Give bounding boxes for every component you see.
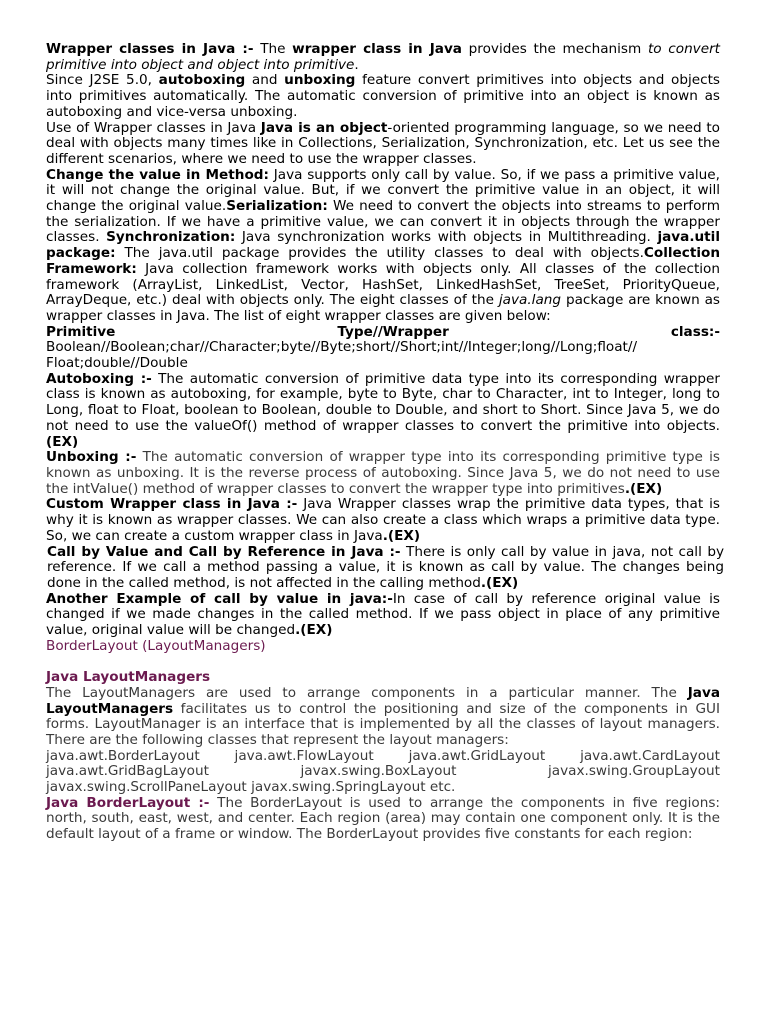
bold-text: Call by Value and Call by Reference in Java :-	[47, 543, 401, 560]
bold-text: Another Example of call by value in java:-	[46, 590, 393, 607]
bold-text: unboxing	[284, 72, 356, 89]
para-primitive-type-heading	[46, 325, 720, 341]
layout-classes-line-2	[46, 764, 720, 780]
layout-classes-line-3	[46, 780, 720, 796]
para-call-by-value	[47, 545, 724, 592]
bold-text: (EX)	[46, 433, 79, 450]
text: Boolean//Boolean;char//Character;byte//Byte;short//Short;int//Integer;long//Long;float//	[46, 339, 638, 356]
bold-text: autoboxing	[158, 72, 246, 89]
para-java-borderlayout	[46, 796, 720, 843]
bold-text: .(EX)	[295, 622, 333, 639]
text: package are known as wrapper classes in Java. The list of eight wrapper classes are given below:	[46, 292, 721, 324]
bold-text: .(EX)	[624, 480, 663, 497]
bold-text: Autoboxing :-	[46, 370, 152, 387]
para-borderlayout-title	[46, 639, 720, 655]
text: Java supports only call by value. So, if we pass a primitive value, it will not change the original value. But, if we convert the primitive value in an object, it will change the original value.	[46, 166, 720, 215]
text: BorderLayout (LayoutManagers)	[46, 637, 266, 654]
text: -oriented programming language, so we need to deal with objects many times like in Collections, Serialization, Synchronization, etc. Let us see the different scenarios, where we need to use the wrapper classes.	[46, 119, 720, 167]
bold-text: Synchronization:	[106, 229, 236, 246]
text: provides the mechanism	[461, 41, 648, 57]
heading-wrapper-classes: Wrapper classes in Java :-	[46, 41, 254, 57]
italic-text: java.lang	[498, 292, 562, 309]
text: Use of Wrapper classes in Java	[46, 119, 261, 136]
bold-text: Collection Framework:	[46, 245, 720, 277]
bold-text: Custom Wrapper class in Java :-	[46, 496, 298, 513]
bold-text: java.util package:	[46, 229, 720, 262]
para-autoboxing	[46, 372, 720, 451]
document-page	[46, 41, 725, 843]
text: java.awt.GridBagLayout javax.swing.BoxLayout javax.swing.GroupLayout	[46, 763, 720, 780]
text: Java collection framework works with objects only. All classes of the collection framework (ArrayList, LinkedList, Vector, HashSet, LinkedHashSet, TreeSet, PriorityQueue, ArrayDeque, etc.) deal with objects only. The eight classes of the	[46, 260, 720, 309]
text: The BorderLayout is used to arrange the components in five regions: north, south, east, west, and center. Each region (area) may contain one component only. It is the default layout of a frame or window. The BorderLayout provides five constants for each region:	[46, 794, 720, 843]
text: javax.swing.ScrollPaneLayout javax.swing.SpringLayout etc.	[46, 779, 456, 796]
para-since-j2se	[46, 73, 720, 120]
text: feature convert primitives into objects and objects into primitives automatically. The automatic conversion of primitive into an object is known as autoboxing and vice-versa unboxing.	[46, 72, 721, 120]
text: .	[354, 56, 359, 73]
bold-text: Java LayoutManagers	[46, 669, 211, 686]
text: The automatic conversion of primitive data type into its corresponding wrapper class is known as autoboxing, for example, byte to Byte, char to Character, int to Integer, long to Long, float to Float, boolean to Boolean, double to Double, and short to Short. Since Java 5, we do not need to use the valueOf() method of wrapper classes to convert the primitive into objects.	[46, 370, 720, 434]
bold-text: .(EX)	[480, 574, 519, 591]
text: Float;double//Double	[46, 355, 188, 372]
text: The	[253, 41, 293, 57]
text: facilitates us to control the positioning and size of the components in GUI forms. LayoutManager is an interface that is implemented by all the classes of layout managers. There are the following classes that represent the layout managers:	[46, 700, 720, 748]
bold-text: Serialization:	[226, 198, 328, 215]
text: We need to convert the objects into streams to perform the serialization. If we have a primitive value, we can convert it in objects through the wrapper classes.	[46, 198, 720, 246]
text: There is only call by value in java, not call by reference. If we call a method passing a value, it is known as call by value. The changes being done in the called method, is not affected in the calling method	[47, 543, 725, 591]
bold-text: Java BorderLayout :-	[46, 794, 210, 811]
bold-text: wrapper class in Java	[292, 41, 462, 57]
text: The LayoutManagers are used to arrange components in a particular manner. The	[46, 684, 688, 701]
bold-text: Primitive Type//Wrapper class:-	[46, 323, 720, 340]
text: Java Wrapper classes wrap the primitive data types, that is why it is known as wrapper classes. We can also create a class which wraps a primitive data type. So, we can create a custom wrapper class in Java	[46, 496, 720, 544]
para-scenarios	[46, 168, 720, 325]
italic-text: to convert primitive into object and object into primitive	[46, 41, 721, 73]
para-use-of-wrapper	[46, 121, 720, 168]
text: Since J2SE 5.0,	[46, 72, 159, 89]
bold-text: .(EX)	[382, 527, 421, 544]
text: and	[245, 72, 285, 89]
blank-line	[46, 654, 720, 670]
text: java.awt.BorderLayout java.awt.FlowLayout java.awt.GridLayout java.awt.CardLayout	[46, 747, 720, 764]
text: In case of call by reference original value is changed if we made changes in the called method. If we pass object in place of any primitive value, original value will be changed	[46, 590, 720, 639]
para-primitive-type-list	[46, 340, 720, 371]
text: The automatic conversion of wrapper type into its corresponding primitive type is known as unboxing. It is the reverse process of autoboxing. Since Java 5, we do not need to use the intValue() method of wrapper classes to convert the wrapper type into primitives	[46, 449, 720, 497]
layout-classes-line-1	[46, 749, 720, 765]
bold-text: Change the value in Method:	[46, 166, 269, 183]
text: The java.util package provides the utility classes to deal with objects.	[115, 245, 644, 262]
text: Java synchronization works with objects in Multithreading.	[235, 229, 658, 246]
bold-text: Java is an object	[260, 119, 388, 136]
para-unboxing	[46, 450, 720, 497]
para-wrapper-classes	[46, 42, 720, 73]
bold-text: Unboxing :-	[46, 449, 137, 466]
para-layoutmanagers	[46, 686, 720, 749]
para-another-example	[46, 592, 720, 639]
bold-text: Java LayoutManagers	[46, 684, 720, 717]
heading-java-layoutmanagers	[46, 670, 720, 686]
para-custom-wrapper	[46, 497, 720, 544]
